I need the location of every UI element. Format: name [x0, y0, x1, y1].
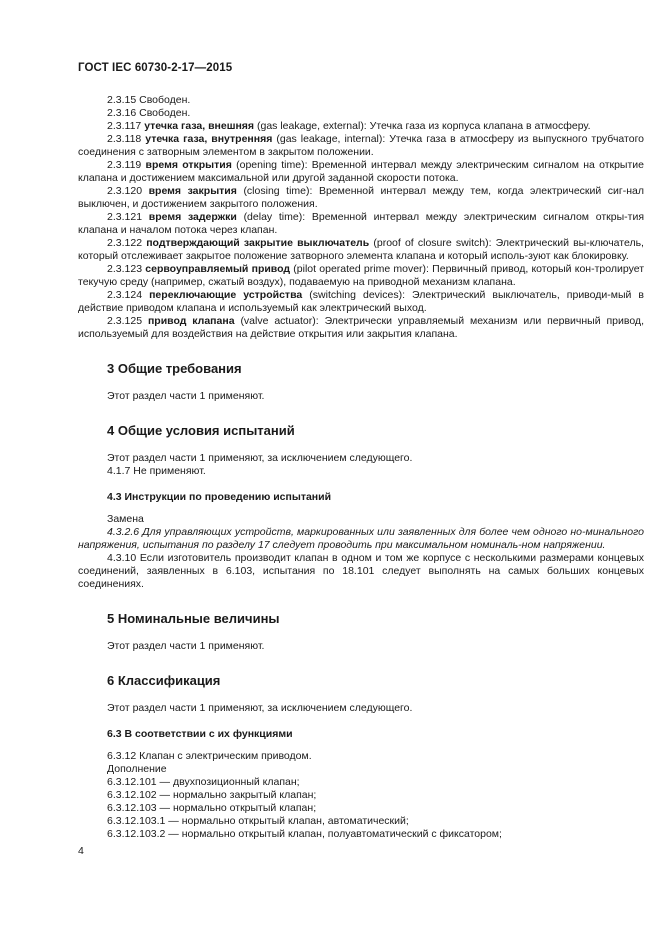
- definition-item: 2.3.119 время открытия (opening time): Временной интервал между электрическим сигналом на открытие клапана и достижением максимальной или другой заданной скорости потока.: [78, 159, 644, 184]
- section-3-title: 3 Общие требования: [107, 361, 242, 376]
- term: утечка газа, внешняя: [144, 120, 255, 132]
- definition-item: 2.3.121 время задержки (delay time): Временной интервал между электрическим сигналом откры-тия клапана и началом потока через клапан.: [78, 211, 645, 236]
- subsection-6-3-title: 6.3 В соответствии с их функциями: [107, 728, 293, 740]
- term: привод клапана: [147, 315, 235, 327]
- term: переключающие устройства: [149, 289, 303, 301]
- item-4-1-7: 4.1.7 Не применяют.: [107, 465, 206, 477]
- definition-item: 2.3.117 утечка газа, внешняя (gas leakage, external): Утечка газа из корпуса клапана в атмосферу.: [107, 120, 591, 132]
- term: сервоуправляемый привод: [145, 263, 291, 275]
- definition-item: 2.3.120 время закрытия (closing time): Временной интервал между тем, когда электрический сиг-нал выключен, и достижением закрытого положения.: [78, 185, 644, 210]
- list-item: Дополнение: [107, 763, 167, 775]
- page-body: [78, 94, 644, 841]
- term: утечка газа, внутренняя: [145, 133, 273, 145]
- list-item: 6.3.12.102 — нормально закрытый клапан;: [107, 789, 317, 801]
- term: подтверждающий закрытие выключатель: [146, 237, 370, 249]
- term: время задержки: [148, 211, 237, 223]
- replacement-label: Замена: [107, 513, 144, 525]
- definition-item: 2.3.125 привод клапана (valve actuator): Электрически управляемый механизм или первичный привод, используемый для воздействия на действие открытия или закрытия клапана.: [78, 315, 644, 340]
- definition-item: 2.3.118 утечка газа, внутренняя (gas leakage, internal): Утечка газа в атмосферу из выпускного трубчатого соединения с затворным элементом в закрытом положении.: [78, 133, 645, 158]
- page-header: ГОСТ IEC 60730-2-17—2015: [78, 62, 233, 74]
- item-4-3-2-6: 4.3.2.6 Для управляющих устройств, маркированных или заявленных для более чем одного но-минального напряжения, испытания по разделу 17 следует проводить при максимальном номиналь-ном напряжении.: [78, 526, 644, 551]
- item-4-3-10: 4.3.10 Если изготовитель производит клапан в одном и том же корпусе с несколькими размерами концевых соединений, заявленных в 6.103, испытания по 18.101 следует выполнять на самых больших концевых соединениях.: [78, 552, 644, 590]
- classification-list: [78, 750, 644, 841]
- section-6-text: Этот раздел части 1 применяют, за исключением следующего.: [107, 702, 413, 714]
- list-item: 6.3.12.103.1 — нормально открытый клапан, автоматический;: [107, 815, 409, 827]
- list-item: 6.3.12 Клапан с электрическим приводом.: [107, 750, 312, 762]
- list-item: 6.3.12.103.2 — нормально открытый клапан, полуавтоматический с фиксатором;: [107, 828, 502, 840]
- term: время закрытия: [148, 185, 237, 197]
- section-5-title: 5 Номинальные величины: [107, 611, 280, 626]
- definition-item: 2.3.122 подтверждающий закрытие выключатель (proof of closure switch): Электрический вы-ключатель, который отслеживает закрытое положение затворного элемента клапана и который исполь-зуют как блокировку.: [78, 237, 644, 262]
- section-3-text: Этот раздел части 1 применяют.: [107, 390, 265, 402]
- subsection-4-3-title: 4.3 Инструкции по проведению испытаний: [107, 491, 332, 503]
- section-4-title: 4 Общие условия испытаний: [107, 423, 295, 438]
- term: время открытия: [145, 159, 232, 171]
- definition-item: 2.3.124 переключающие устройства (switching devices): Электрический выключатель, приводи-мый в действие приводом клапана и используемый как электрический выход.: [78, 289, 644, 314]
- section-4-text: Этот раздел части 1 применяют, за исключением следующего.: [107, 452, 413, 464]
- list-item: 6.3.12.101 — двухпозиционный клапан;: [107, 776, 300, 788]
- section-6-title: 6 Классификация: [107, 673, 221, 688]
- definition-item: 2.3.16 Свободен.: [107, 107, 191, 119]
- definition-item: 2.3.123 сервоуправляемый привод (pilot operated prime mover): Первичный привод, который кон-тролирует текучую среду (например, сжатый воздух), подаваемую на приводной механизм клапана.: [78, 263, 645, 288]
- definitions-list: [78, 94, 644, 341]
- list-item: 6.3.12.103 — нормально открытый клапан;: [107, 802, 317, 814]
- definition-item: 2.3.15 Свободен.: [107, 94, 191, 106]
- section-5-text: Этот раздел части 1 применяют.: [107, 640, 265, 652]
- page-number: 4: [78, 845, 84, 857]
